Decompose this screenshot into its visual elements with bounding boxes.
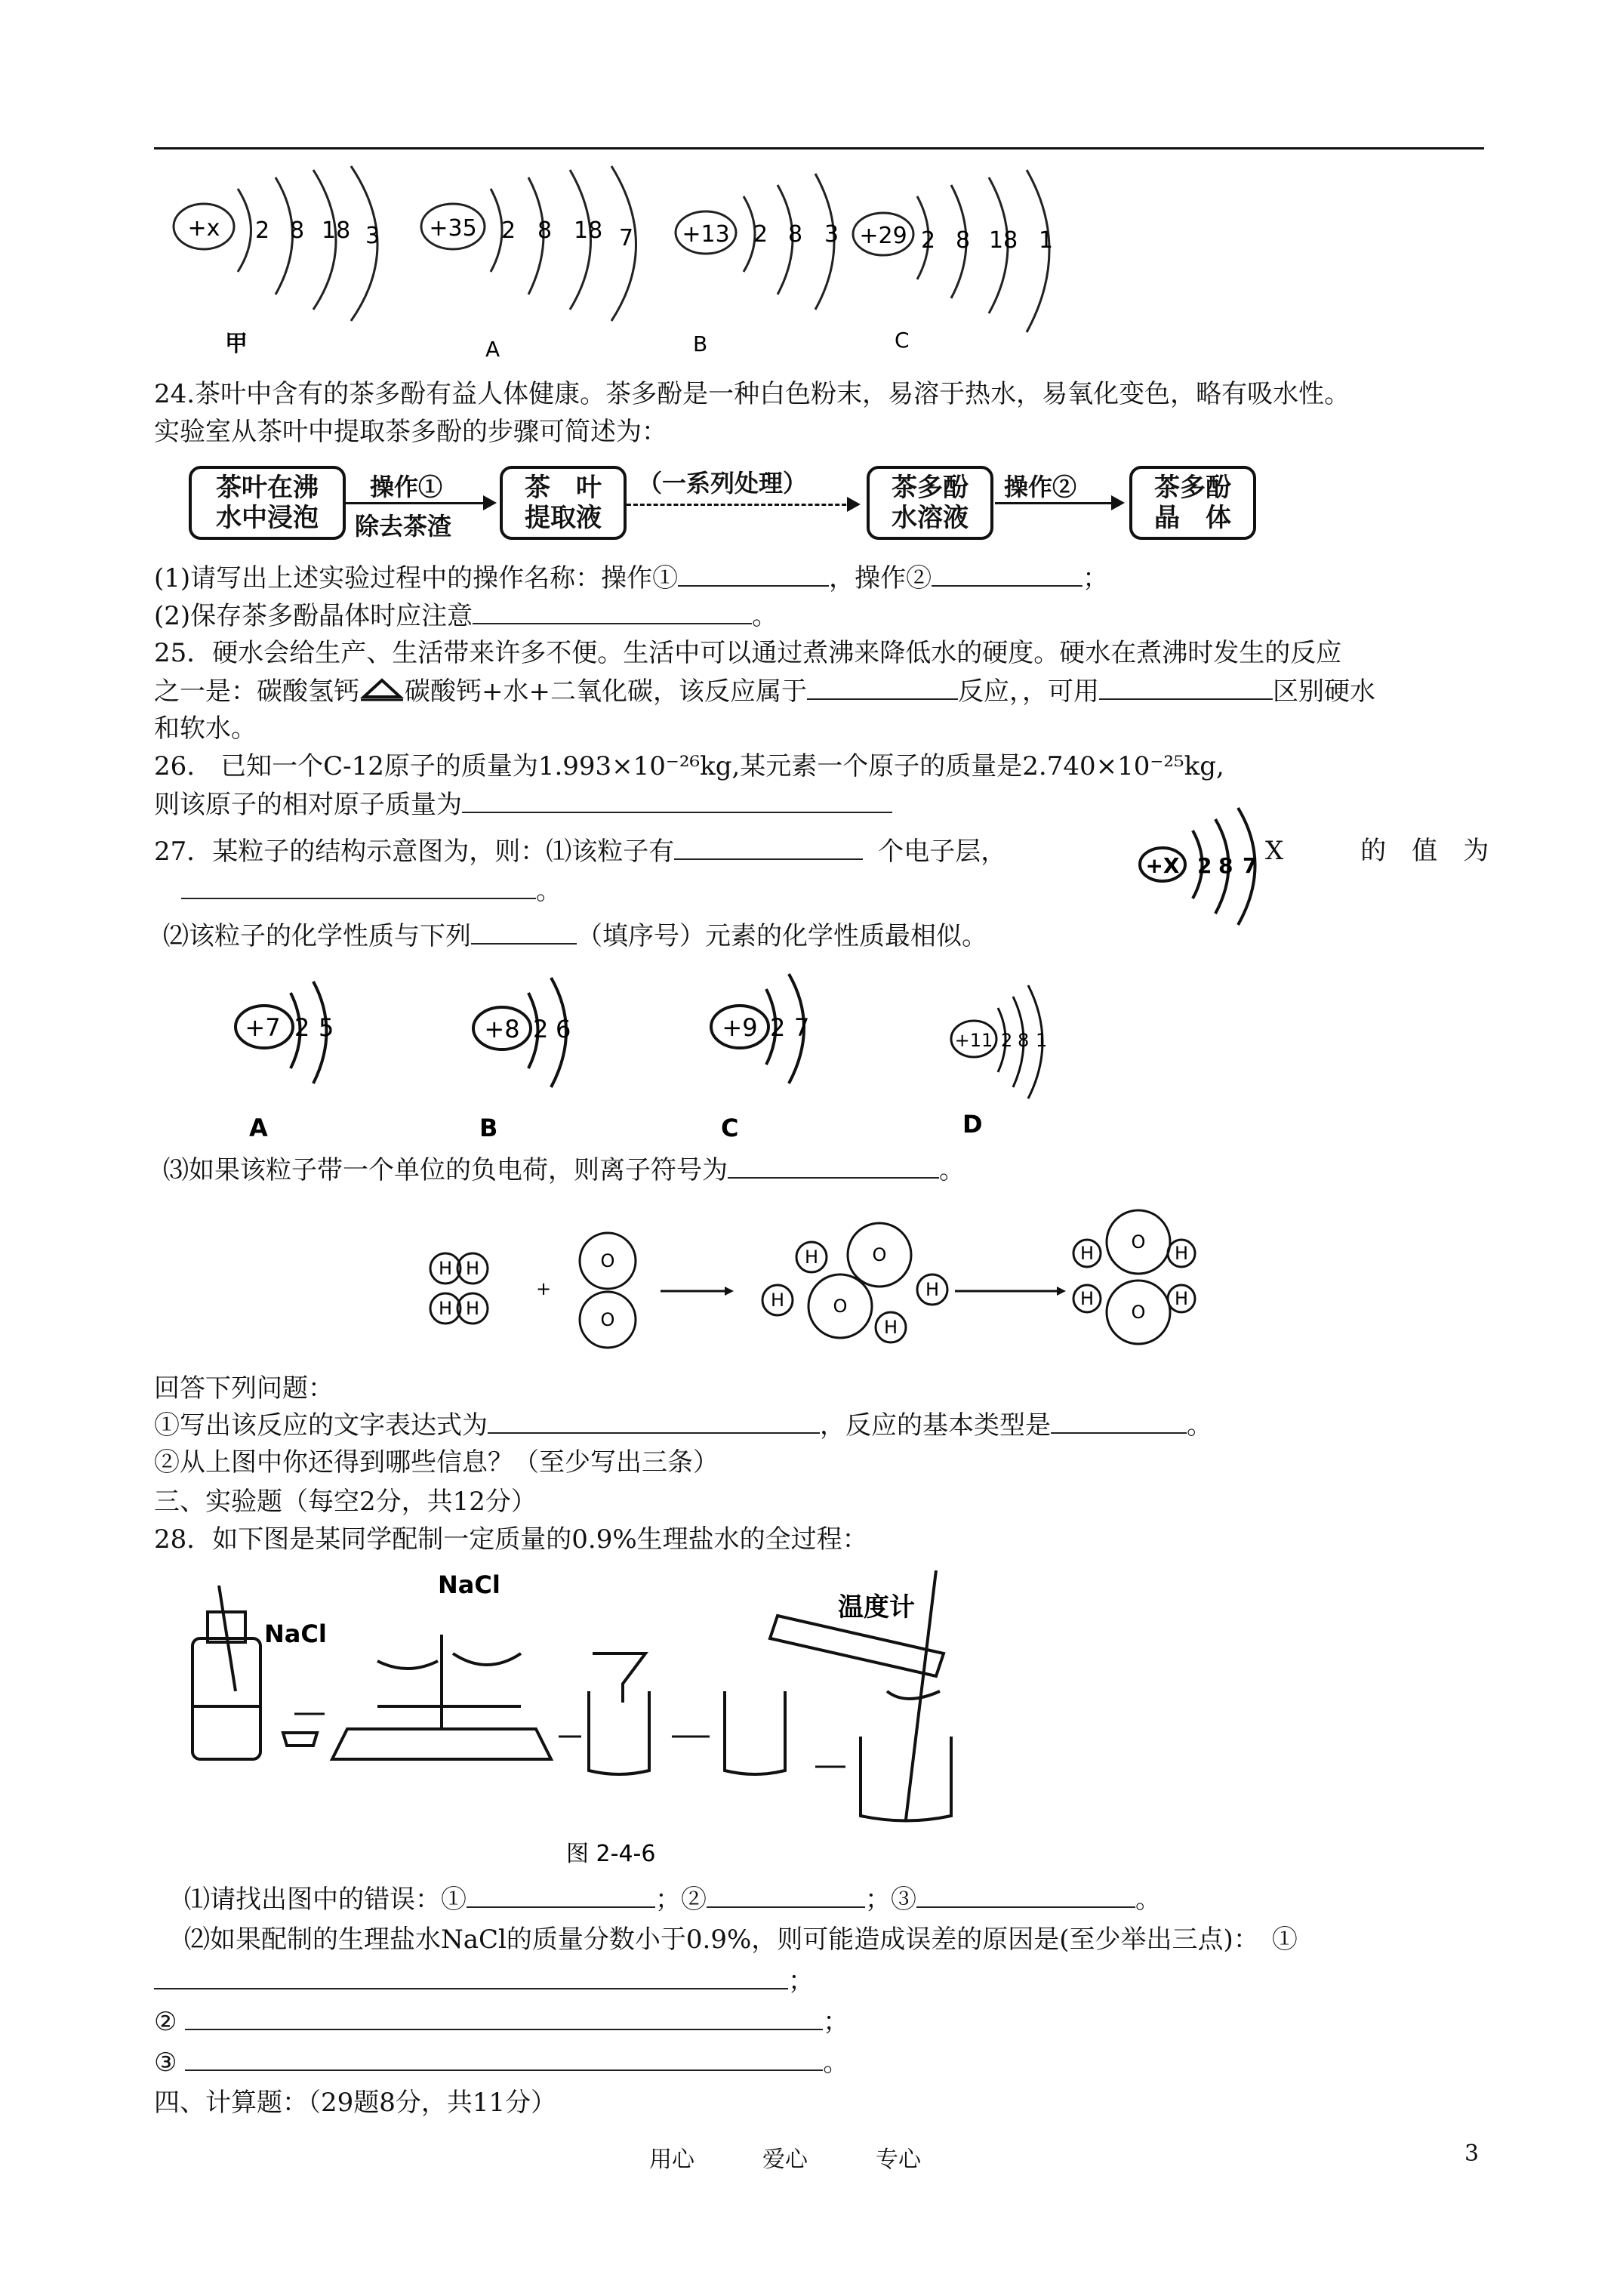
option-atom-c [711, 974, 809, 1142]
heat-triangle-icon [359, 677, 405, 703]
flow-op1-label: 操作① [370, 473, 443, 501]
q24-line1: 24.茶叶中含有的茶多酚有益人体健康。茶多酚是一种白色粉末，易溶于热水，易氧化变色，略有吸水性。 [154, 379, 1350, 409]
atom-nucleus: +11 [954, 1030, 993, 1051]
answer-blank-similar-element[interactable] [471, 919, 577, 945]
experiment-figure [181, 1570, 1087, 1872]
shell-count: 8 [290, 217, 305, 244]
atom-diagram-jia [174, 166, 380, 357]
atom-diagram-c [853, 170, 1053, 353]
thermometer-label: 温度计 [838, 1592, 915, 1623]
atom-nucleus: +x [187, 215, 220, 242]
shell-count: 2 [501, 217, 516, 244]
shell-count: 2 [1197, 853, 1212, 878]
atom-nucleus: +7 [245, 1013, 281, 1042]
atom-o: O [833, 1296, 848, 1317]
shell-count: 7 [619, 225, 634, 251]
option-atom-d [951, 985, 1047, 1139]
q28-sub1-text: ⑴请找出图中的错误：① [184, 1885, 467, 1915]
q25-line3: 和软水。 [154, 713, 257, 744]
shell-count: 18 [989, 227, 1018, 254]
q26-line1: 26. 已知一个C-12原子的质量为1.993×10⁻²⁶kg,某元素一个原子的质量是2.740×10⁻²⁵kg, [154, 751, 1224, 781]
flow-box-extract: 茶 叶 提取液 [500, 466, 627, 540]
q28-reason3-end: 。 [823, 2048, 849, 2078]
flow-arrow-3-head [1111, 495, 1125, 510]
q28-sub1-text2: ；② [655, 1885, 707, 1915]
answer-blank-word-equation[interactable] [488, 1408, 820, 1434]
q24-sub2-text: (2)保存茶多酚晶体时应注意 [154, 601, 473, 631]
shell-count: 3 [824, 221, 839, 248]
atom-nucleus: +8 [484, 1015, 520, 1043]
answer-blank-reason2[interactable] [185, 2005, 823, 2030]
answer-blank-error3[interactable] [916, 1882, 1135, 1908]
q25-line2 [154, 674, 1375, 708]
q27-text-b: 个电子层， [878, 837, 1007, 867]
atom-h: H [1079, 1243, 1095, 1264]
atom-o: O [1131, 1302, 1146, 1323]
footer-center: 用心 爱心 专心 [649, 2147, 921, 2173]
flow-box-soak: 茶叶在沸 水中浸泡 [189, 466, 346, 540]
q28-sub1-text3: ；③ [865, 1885, 916, 1915]
atom-label: A [485, 337, 500, 362]
shell-count: 1 [1036, 1030, 1048, 1051]
answer-blank-error2[interactable] [707, 1882, 865, 1908]
q27-text-d: （填序号）元素的化学性质最相似。 [577, 921, 987, 951]
flow-series-label: （一系列处理） [638, 469, 808, 498]
q27-line2-end: 。 [536, 876, 562, 906]
q28-reason1 [154, 1964, 814, 1998]
shell-count: 3 [365, 223, 380, 249]
atom-o: O [600, 1250, 615, 1271]
shell-count: 2 [294, 1013, 310, 1042]
option-label: A [249, 1114, 268, 1142]
particle-diagram [1132, 800, 1283, 929]
answer-item1-text2: ，反应的基本类型是 [820, 1410, 1051, 1441]
atom-o: O [1131, 1231, 1146, 1253]
shell-count: 7 [1243, 853, 1258, 878]
q27-line4 [163, 1153, 965, 1187]
q27-text-a: 27．某粒子的结构示意图为，则：⑴该粒子有 [154, 837, 675, 867]
answer-blank-op2[interactable] [932, 561, 1083, 587]
flow-op1-sub: 除去茶渣 [355, 512, 452, 541]
answer-blank-reason3[interactable] [185, 2045, 823, 2071]
answer-blank-relative-mass[interactable] [462, 787, 892, 813]
answer-section-title: 回答下列问题： [154, 1373, 334, 1404]
option-atoms [219, 966, 1087, 1148]
answer-blank-basic-type[interactable] [1051, 1408, 1187, 1434]
atom-o: O [600, 1309, 615, 1330]
answer-blank-error1[interactable] [467, 1882, 655, 1908]
q24-sub2-end: 。 [752, 601, 778, 631]
q24-sub1-text: (1)请写出上述实验过程中的操作名称：操作① [154, 563, 679, 593]
atom-h: H [770, 1290, 785, 1311]
shell-count: 18 [322, 217, 351, 244]
q28-reason3-mark: ③ [154, 2048, 177, 2078]
q28-reason2-end: ； [823, 2007, 849, 2037]
shell-count: 8 [537, 217, 553, 244]
q27-text-c: ⑵该粒子的化学性质与下列 [163, 921, 471, 951]
shell-count: 8 [788, 221, 803, 248]
shell-count: 2 [921, 227, 936, 254]
atom-h: H [1174, 1288, 1189, 1309]
atom-h: H [465, 1298, 480, 1319]
q28-sub2: ⑵如果配制的生理盐水NaCl的质量分数小于0.9%，则可能造成误差的原因是(至少举出三点)： ① [184, 1925, 1298, 1955]
atom-h: H [465, 1258, 480, 1279]
answer-blank-op1[interactable] [678, 561, 829, 587]
atom-h: H [925, 1279, 940, 1300]
shell-count: 2 [753, 221, 768, 248]
atom-h: H [438, 1258, 453, 1279]
answer-item1-text: ①写出该反应的文字表达式为 [154, 1410, 488, 1441]
section4-title: 四、计算题：（29题8分，共11分） [154, 2088, 557, 2118]
nacl-label-bottle: NaCl [264, 1620, 327, 1648]
option-atom-a [236, 982, 334, 1142]
atom-h: H [883, 1317, 898, 1338]
q28-reason1-end: ； [788, 1966, 814, 1996]
q28-reason2 [154, 2005, 848, 2039]
atom-nucleus: +9 [722, 1013, 758, 1042]
answer-blank-x-value[interactable] [181, 874, 536, 899]
q28-reason3 [154, 2045, 848, 2079]
atom-label: 甲 [225, 331, 248, 357]
q25-text-b: 碳酸钙+水+二氧化碳，该反应属于 [405, 676, 807, 707]
q28-reason2-mark: ② [154, 2007, 177, 2037]
answer-item2: ②从上图中你还得到哪些信息？（至少写出三条） [154, 1447, 719, 1478]
q27-text-e: ⑶如果该粒子带一个单位的负电荷，则离子符号为 [163, 1155, 728, 1185]
shell-count: 2 [533, 1015, 549, 1043]
answer-blank-storage[interactable] [473, 599, 752, 624]
atom-o: O [872, 1244, 887, 1265]
plus-sign: + [535, 1278, 552, 1299]
particle-nucleus: +X [1145, 853, 1180, 878]
shell-count: 8 [1218, 853, 1233, 878]
option-label: C [721, 1114, 739, 1142]
atom-h: H [1174, 1243, 1189, 1264]
q27-line2 [181, 874, 562, 908]
q28-sub1 [184, 1882, 1161, 1916]
flow-box-crystal: 茶多酚 晶 体 [1129, 466, 1256, 540]
figure-caption: 图 2-4-6 [566, 1841, 656, 1867]
shell-count: 2 [1001, 1030, 1013, 1051]
q24-sub1-text2: ，操作② [829, 563, 932, 593]
q27-x-value-label: X 的 值 为 [1265, 836, 1489, 866]
q25-text-a: 之一是：碳酸氢钙 [154, 676, 359, 707]
atom-label: C [895, 328, 910, 353]
atom-h: H [438, 1298, 453, 1319]
q24-line2: 实验室从茶叶中提取茶多酚的步骤可简述为： [154, 417, 667, 447]
shell-count: 6 [556, 1015, 571, 1043]
option-label: B [479, 1114, 498, 1142]
flow-arrow-3 [995, 502, 1116, 504]
answer-item1 [154, 1408, 1212, 1442]
flow-arrow-2-head [847, 497, 861, 512]
q28-line: 28．如下图是某同学配制一定质量的0.9%生理盐水的全过程： [154, 1524, 868, 1555]
flow-arrow-2 [627, 504, 853, 506]
atom-diagrams-top [151, 159, 1095, 370]
atom-h: H [1079, 1288, 1095, 1309]
shell-count: 18 [574, 217, 603, 244]
q27-line1 [154, 834, 1006, 868]
option-atom-b [473, 978, 571, 1142]
page-number: 3 [1464, 2140, 1480, 2167]
answer-blank-reason1[interactable] [154, 1964, 788, 1989]
atom-diagram-a [421, 166, 636, 362]
shell-count: 8 [956, 227, 971, 254]
answer-blank-ion-symbol[interactable] [728, 1153, 939, 1179]
q28-sub1-end: 。 [1135, 1885, 1161, 1915]
shell-count: 1 [1039, 227, 1054, 254]
atom-h: H [804, 1247, 819, 1268]
answer-blank-distinguish[interactable] [1099, 674, 1273, 700]
q25-text-c: 反应，，可用 [957, 676, 1099, 707]
q27-line3 [163, 919, 987, 953]
q24-sub1 [154, 561, 1108, 595]
q26-line2 [154, 787, 892, 821]
shell-count: 7 [794, 1013, 810, 1042]
q25-text-d: 区别硬水 [1272, 676, 1375, 707]
section3-title: 三、实验题（每空2分，共12分） [154, 1487, 537, 1517]
q24-sub2 [154, 599, 778, 633]
header-rule [154, 147, 1484, 149]
option-label: D [962, 1110, 983, 1139]
shell-count: 2 [770, 1013, 786, 1042]
shell-count: 5 [319, 1013, 334, 1042]
answer-blank-reaction-type[interactable] [807, 674, 958, 700]
q27-line4-end: 。 [939, 1155, 965, 1185]
atom-label: B [693, 331, 708, 356]
flow-op2-label: 操作② [1004, 473, 1077, 501]
atom-nucleus: +35 [429, 215, 477, 242]
atom-nucleus: +13 [682, 221, 730, 248]
q25-line1: 25．硬水会给生产、生活带来许多不便。生活中可以通过煮沸来降低水的硬度。硬水在煮沸时发生的反应 [154, 638, 1342, 668]
shell-count: 8 [1018, 1030, 1030, 1051]
q26-text: 则该原子的相对原子质量为 [154, 790, 462, 820]
q24-sub1-end: ； [1083, 563, 1109, 593]
answer-blank-shell-count[interactable] [674, 834, 863, 860]
flow-box-solution: 茶多酚 水溶液 [867, 466, 993, 540]
molecule-reaction-diagram [423, 1208, 1208, 1359]
shell-count: 2 [255, 217, 270, 244]
atom-diagram-b [676, 174, 839, 356]
answer-item1-end: 。 [1187, 1410, 1212, 1441]
nacl-label-balance: NaCl [438, 1570, 500, 1599]
flow-arrow-1-head [483, 495, 497, 510]
atom-nucleus: +29 [859, 223, 907, 249]
flow-arrow-1 [346, 502, 489, 504]
